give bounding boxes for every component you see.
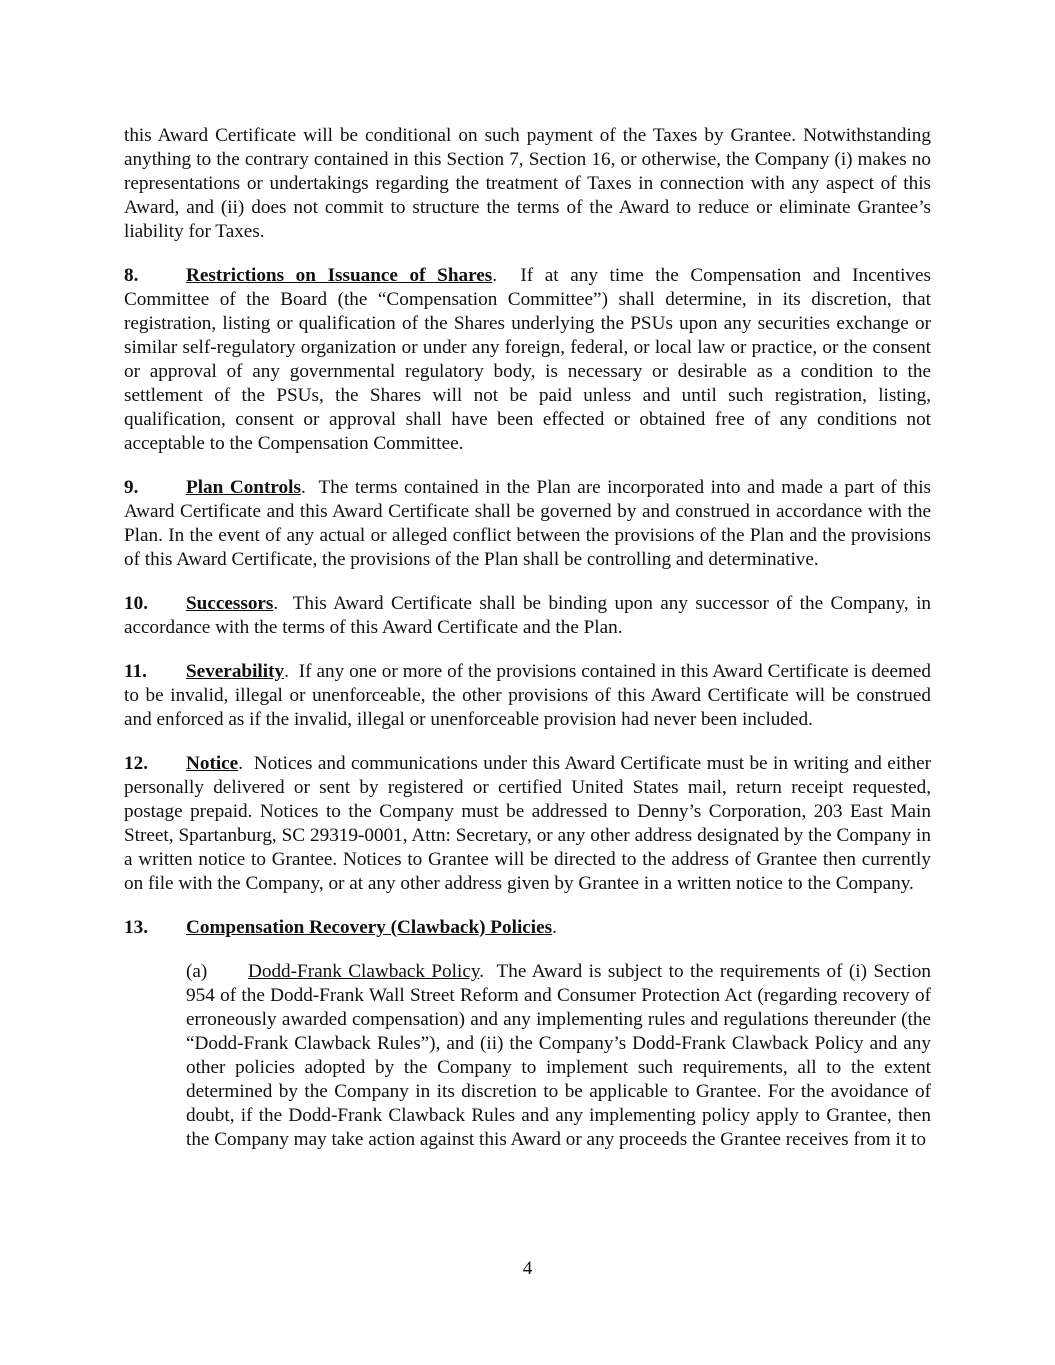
section-text: The terms contained in the Plan are incorporated into and made a part of this Award Certificate and this Award Certificate shall be governed by and construed in accordance with the Plan. In the event of any actual or alleged conflict between the provisions of the Plan and the provisions of this Award Certificate, the provisions of the Plan shall be controlling and determinative. [124, 477, 932, 570]
section-heading: Severability [186, 661, 285, 682]
section-8: 8. Restrictions on Issuance of Shares. If at any time the Compensation and Incentives Committee of the Board (the “Compensation Committee”) shall determine, in its discretion, that registration, listing or qualification of the Shares underlying the PSUs upon any securities exchange or similar self-regulatory organization or under any foreign, federal, or local law or practice, or the consent or approval of any governmental regulatory body, is necessary or desirable as a condition to the settlement of the PSUs, the Shares will not be paid unless and until such registration, listing, qualification, consent or approval shall have been effected or obtained free of any conditions not acceptable to the Compensation Committee. [124, 265, 931, 454]
section-text: This Award Certificate shall be binding upon any successor of the Company, in accordance with the terms of this Award Certificate and the Plan. [124, 593, 931, 638]
section-13: 13. Compensation Recovery (Clawback) Policies. [124, 917, 557, 938]
section-heading: Successors [186, 593, 274, 614]
document-page [124, 124, 931, 1172]
section-number: 13. [124, 917, 148, 938]
section-number: 10. [124, 593, 148, 614]
section-10: 10. Successors. This Award Certificate shall be binding upon any successor of the Company, in accordance with the terms of this Award Certificate and the Plan. [124, 593, 931, 638]
section-number: 8. [124, 265, 139, 286]
subsection-text: The Award is subject to the requirements of (i) Section 954 of the Dodd-Frank Wall Street Reform and Consumer Protection Act (regarding recovery of erroneously awarded compensation) and any implementing rules and regulations thereunder (the “Dodd-Frank Clawback Rules”), and (ii) the Company’s Dodd-Frank Clawback Policy and any other policies adopted by the Company to implement such requirements, all to the extent determined by the Company in its discretion to be applicable to Grantee. For the avoidance of doubt, if the Dodd-Frank Clawback Rules and any implementing policy apply to Grantee, then the Company may take action against this Award or any proceeds the Grantee receives from it to [186, 961, 931, 1150]
section-text: If any one or more of the provisions contained in this Award Certificate is deemed to be invalid, illegal or unenforceable, the other provisions of this Award Certificate will be construed and enforced as if the invalid, illegal or unenforceable provision had never been included. [124, 661, 931, 730]
section-heading: Notice [186, 753, 239, 774]
subsection-label: (a) [186, 961, 208, 982]
continuation-paragraph: this Award Certificate will be conditional on such payment of the Taxes by Grantee. Notwithstanding anything to the contrary contained in this Section 7, Section 16, or otherwise, the Company (i) makes no representations or undertakings regarding the treatment of Taxes in connection with any aspect of this Award, and (ii) does not commit to structure the terms of the Award to reduce or eliminate Grantee’s liability for Taxes. [124, 125, 931, 242]
section-number: 9. [124, 477, 139, 498]
section-heading: Plan Controls [186, 477, 301, 498]
section-11: 11. Severability. If any one or more of the provisions contained in this Award Certificate is deemed to be invalid, illegal or unenforceable, the other provisions of this Award Certificate will be construed and enforced as if the invalid, illegal or unenforceable provision had never been included. [124, 661, 931, 730]
page-number: 4 [522, 1258, 533, 1279]
section-number: 12. [124, 753, 148, 774]
section-heading: Restrictions on Issuance of Shares [186, 265, 493, 286]
section-9: 9. Plan Controls. The terms contained in the Plan are incorporated into and made a part of this Award Certificate and this Award Certificate shall be governed by and construed in accordance with the Plan. In the event of any actual or alleged conflict between the provisions of the Plan and the provisions of this Award Certificate, the provisions of the Plan shall be controlling and determinative. [124, 477, 932, 570]
section-text: Notices and communications under this Award Certificate must be in writing and either personally delivered or sent by registered or certified United States mail, return receipt requested, postage prepaid. Notices to the Company must be addressed to Denny’s Corporation, 203 East Main Street, Spartanburg, SC 29319-0001, Attn: Secretary, or any other address designated by the Company in a written notice to Grantee. Notices to Grantee will be directed to the address of Grantee then currently on file with the Company, or at any other address given by Grantee in a written notice to the Company. [124, 753, 931, 894]
subsection-heading: Dodd-Frank Clawback Policy [248, 961, 480, 982]
section-heading: Compensation Recovery (Clawback) Policies [186, 917, 553, 938]
section-text: If at any time the Compensation and Incentives Committee of the Board (the “Compensation Committee”) shall determine, in its discretion, that registration, listing or qualification of the Shares underlying the PSUs upon any securities exchange or similar self-regulatory organization or under any foreign, federal, or local law or practice, or the consent or approval of any governmental regulatory body, is necessary or desirable as a condition to the settlement of the PSUs, the Shares will not be paid unless and until such registration, listing, qualification, consent or approval shall have been effected or obtained free of any conditions not acceptable to the Compensation Committee. [124, 265, 931, 454]
subsection-a: (a) Dodd-Frank Clawback Policy. The Award is subject to the requirements of (i) Section 954 of the Dodd-Frank Wall Street Reform and Consumer Protection Act (regarding recovery of erroneously awarded compensation) and any implementing rules and regulations thereunder (the “Dodd-Frank Clawback Rules”), and (ii) the Company’s Dodd-Frank Clawback Policy and any other policies adopted by the Company to implement such requirements, all to the extent determined by the Company in its discretion to be applicable to Grantee. For the avoidance of doubt, if the Dodd-Frank Clawback Rules and any implementing policy apply to Grantee, then the Company may take action against this Award or any proceeds the Grantee receives from it to [186, 961, 931, 1150]
section-12: 12. Notice. Notices and communications under this Award Certificate must be in writing and either personally delivered or sent by registered or certified United States mail, return receipt requested, postage prepaid. Notices to the Company must be addressed to Denny’s Corporation, 203 East Main Street, Spartanburg, SC 29319-0001, Attn: Secretary, or any other address designated by the Company in a written notice to Grantee. Notices to Grantee will be directed to the address of Grantee then currently on file with the Company, or at any other address given by Grantee in a written notice to the Company. [124, 753, 931, 894]
section-number: 11. [124, 661, 147, 682]
